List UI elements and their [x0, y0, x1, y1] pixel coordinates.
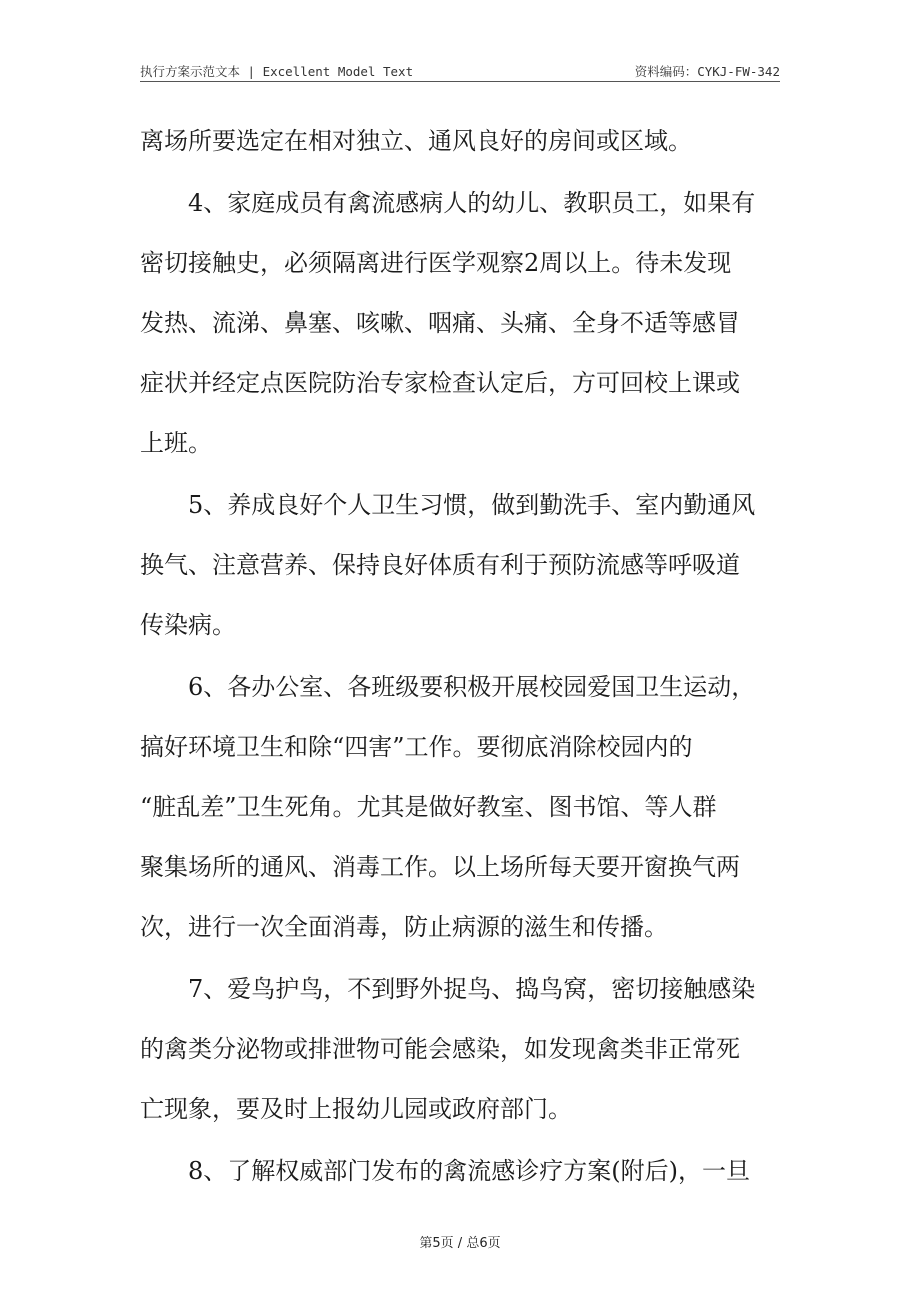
body-line: 离场所要选定在相对独立、通风良好的房间或区域。 [140, 127, 692, 155]
body-line: 上班。 [140, 429, 212, 457]
body-line: 7、爱鸟护鸟，不到野外捉鸟、捣鸟窝，密切接触感染 [188, 975, 756, 1003]
body-line: 亡现象，要及时上报幼儿园或政府部门。 [140, 1095, 572, 1123]
body-line: 6、各办公室、各班级要积极开展校园爱国卫生运动， [188, 673, 756, 701]
header-document-title: 执行方案示范文本 | Excellent Model Text [140, 64, 414, 79]
body-line: 换气、注意营养、保持良好体质有利于预防流感等呼吸道 [140, 551, 740, 579]
body-line: 密切接触史，必须隔离进行医学观察2周以上。待未发现 [140, 249, 732, 277]
body-line: 搞好环境卫生和除“四害”工作。要彻底消除校园内的 [140, 733, 693, 761]
body-line: 发热、流涕、鼻塞、咳嗽、咽痛、头痛、全身不适等感冒 [140, 309, 740, 337]
page-number: 第5页 / 总6页 [419, 1236, 501, 1251]
body-line: 症状并经定点医院防治专家检查认定后，方可回校上课或 [140, 369, 740, 397]
header-divider [140, 81, 780, 82]
body-line: 聚集场所的通风、消毒工作。以上场所每天要开窗换气两 [140, 853, 740, 881]
body-line: 4、家庭成员有禽流感病人的幼儿、教职员工，如果有 [188, 189, 756, 217]
body-line: 传染病。 [140, 611, 236, 639]
page-header [140, 62, 780, 80]
body-line: “脏乱差”卫生死角。尤其是做好教室、图书馆、等人群 [140, 793, 717, 821]
body-line: 次，进行一次全面消毒，防止病源的滋生和传播。 [140, 913, 668, 941]
body-line: 5、养成良好个人卫生习惯，做到勤洗手、室内勤通风 [188, 491, 756, 519]
body-line: 的禽类分泌物或排泄物可能会感染，如发现禽类非正常死 [140, 1035, 740, 1063]
body-line: 8、了解权威部门发布的禽流感诊疗方案(附后)，一旦 [188, 1157, 750, 1185]
header-document-code: 资料编码：CYKJ-FW-342 [634, 64, 780, 79]
